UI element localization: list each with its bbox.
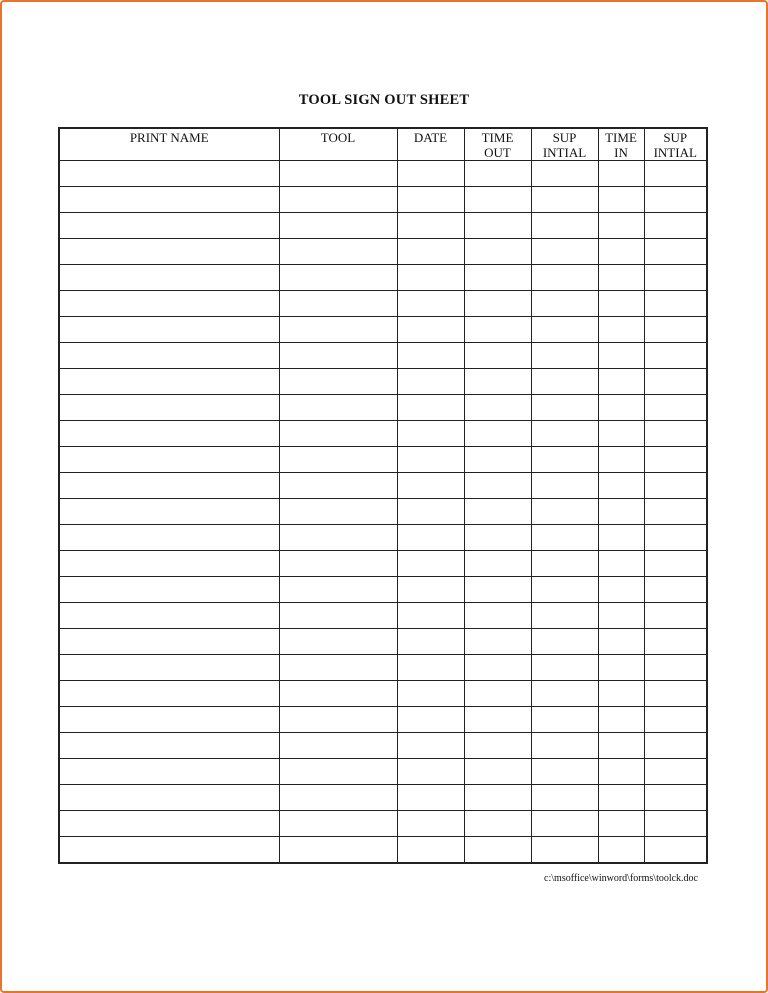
table-cell[interactable] [598,785,644,811]
table-cell[interactable] [598,707,644,733]
table-cell[interactable] [531,265,598,291]
table-cell[interactable] [531,343,598,369]
document-title: TOOL SIGN OUT SHEET [298,92,470,108]
table-cell[interactable] [531,447,598,473]
table-cell[interactable] [598,395,644,421]
table-row [59,369,707,395]
column-header-time-in: TIME IN [598,128,644,161]
table-cell[interactable] [397,213,464,239]
table-cell[interactable] [644,603,707,629]
table-cell[interactable] [464,655,531,681]
table-cell[interactable] [279,811,397,837]
table-cell[interactable] [644,759,707,785]
table-cell[interactable] [59,785,279,811]
table-cell[interactable] [279,187,397,213]
table-cell[interactable] [397,421,464,447]
table-cell[interactable] [531,733,598,759]
column-header-date: DATE [397,128,464,161]
table-cell[interactable] [531,551,598,577]
table-cell[interactable] [59,213,279,239]
table-cell[interactable] [279,603,397,629]
sign-out-table [58,127,708,864]
table-row [59,551,707,577]
table-cell[interactable] [644,707,707,733]
table-cell[interactable] [598,473,644,499]
table-cell[interactable] [59,629,279,655]
table-header-row [59,128,707,161]
table-cell[interactable] [464,733,531,759]
table-cell[interactable] [397,343,464,369]
table-cell[interactable] [644,577,707,603]
table-cell[interactable] [531,811,598,837]
table-cell[interactable] [464,707,531,733]
table-cell[interactable] [59,395,279,421]
table-cell[interactable] [531,213,598,239]
table-cell[interactable] [598,811,644,837]
column-header-tool: TOOL [279,128,397,161]
table-cell[interactable] [644,161,707,187]
table-cell[interactable] [598,603,644,629]
table-cell[interactable] [397,473,464,499]
table-cell[interactable] [59,837,279,863]
table-cell[interactable] [598,837,644,863]
table-cell[interactable] [531,759,598,785]
table-cell[interactable] [531,369,598,395]
table-cell[interactable] [644,395,707,421]
table-cell[interactable] [464,395,531,421]
table-row [59,473,707,499]
table-cell[interactable] [279,785,397,811]
table-cell[interactable] [644,655,707,681]
table-cell[interactable] [644,291,707,317]
table-cell[interactable] [531,317,598,343]
table-cell[interactable] [464,239,531,265]
table-cell[interactable] [464,551,531,577]
table-cell[interactable] [59,577,279,603]
table-row [59,837,707,863]
table-row [59,525,707,551]
table-row [59,187,707,213]
table-row [59,395,707,421]
table-cell[interactable] [397,395,464,421]
table-row [59,447,707,473]
table-row [59,629,707,655]
table-cell[interactable] [464,265,531,291]
table-cell[interactable] [279,291,397,317]
table-cell[interactable] [464,681,531,707]
table-cell[interactable] [531,681,598,707]
table-cell[interactable] [279,681,397,707]
table-cell[interactable] [464,343,531,369]
table-row [59,161,707,187]
table-cell[interactable] [464,811,531,837]
table-cell[interactable] [59,733,279,759]
table-cell[interactable] [644,317,707,343]
table-cell[interactable] [644,213,707,239]
table-cell[interactable] [59,681,279,707]
table-cell[interactable] [464,161,531,187]
table-cell[interactable] [464,473,531,499]
table-cell[interactable] [279,239,397,265]
table-cell[interactable] [59,421,279,447]
table-cell[interactable] [59,161,279,187]
table-cell[interactable] [598,447,644,473]
table-cell[interactable] [279,629,397,655]
table-row [59,603,707,629]
table-cell[interactable] [598,291,644,317]
table-row [59,733,707,759]
table-cell[interactable] [397,785,464,811]
table-cell[interactable] [598,317,644,343]
table-cell[interactable] [464,369,531,395]
table-cell[interactable] [644,499,707,525]
table-cell[interactable] [598,681,644,707]
table-cell[interactable] [464,759,531,785]
table-row [59,317,707,343]
table-cell[interactable] [531,239,598,265]
table-cell[interactable] [397,681,464,707]
table-cell[interactable] [464,421,531,447]
table-cell[interactable] [279,161,397,187]
table-cell[interactable] [598,369,644,395]
table-cell[interactable] [598,629,644,655]
table-cell[interactable] [59,239,279,265]
table-cell[interactable] [59,369,279,395]
table-cell[interactable] [397,239,464,265]
table-cell[interactable] [598,655,644,681]
table-cell[interactable] [397,655,464,681]
table-cell[interactable] [531,629,598,655]
table-cell[interactable] [59,603,279,629]
table-cell[interactable] [531,499,598,525]
table-cell[interactable] [279,369,397,395]
table-cell[interactable] [644,187,707,213]
table-cell[interactable] [279,733,397,759]
table-cell[interactable] [279,525,397,551]
table-cell[interactable] [531,577,598,603]
table-cell[interactable] [598,161,644,187]
table-cell[interactable] [59,655,279,681]
table-cell[interactable] [644,785,707,811]
table-cell[interactable] [598,343,644,369]
column-header-sup-initial-in: SUP INTIAL [644,128,707,161]
table-row [59,343,707,369]
table-cell[interactable] [59,265,279,291]
table-cell[interactable] [59,811,279,837]
table-cell[interactable] [59,317,279,343]
table-cell[interactable] [279,577,397,603]
table-cell[interactable] [397,499,464,525]
table-cell[interactable] [397,551,464,577]
table-row [59,421,707,447]
table-cell[interactable] [464,317,531,343]
table-cell[interactable] [644,681,707,707]
table-cell[interactable] [464,213,531,239]
table-cell[interactable] [397,811,464,837]
table-cell[interactable] [59,187,279,213]
table-row [59,811,707,837]
table-cell[interactable] [464,187,531,213]
table-cell[interactable] [279,213,397,239]
table-body [59,161,707,863]
table-cell[interactable] [397,603,464,629]
table-cell[interactable] [464,837,531,863]
table-cell[interactable] [279,395,397,421]
table-cell[interactable] [531,395,598,421]
table-cell[interactable] [644,239,707,265]
table-cell[interactable] [644,811,707,837]
table-cell[interactable] [397,291,464,317]
column-header-time-out: TIME OUT [464,128,531,161]
table-cell[interactable] [531,707,598,733]
table-cell[interactable] [397,759,464,785]
table-cell[interactable] [279,473,397,499]
table-row [59,785,707,811]
table-cell[interactable] [397,187,464,213]
table-cell[interactable] [531,161,598,187]
footer-file-path: c:\msoffice\winword\forms\toolck.doc [544,873,698,884]
table-cell[interactable] [59,759,279,785]
table-cell[interactable] [644,343,707,369]
table-cell[interactable] [397,265,464,291]
table-cell[interactable] [464,603,531,629]
table-cell[interactable] [279,421,397,447]
table-cell[interactable] [598,733,644,759]
table-cell[interactable] [531,291,598,317]
table-cell[interactable] [531,473,598,499]
table-cell[interactable] [464,785,531,811]
table-cell[interactable] [598,499,644,525]
table-cell[interactable] [598,239,644,265]
table-row [59,291,707,317]
table-cell[interactable] [397,707,464,733]
table-cell[interactable] [464,525,531,551]
table-cell[interactable] [531,525,598,551]
table-cell[interactable] [279,317,397,343]
table-cell[interactable] [59,447,279,473]
table-cell[interactable] [279,759,397,785]
table-cell[interactable] [279,343,397,369]
table-cell[interactable] [279,499,397,525]
table-row [59,681,707,707]
table-cell[interactable] [464,499,531,525]
table-cell[interactable] [279,655,397,681]
table-cell[interactable] [598,421,644,447]
table-row [59,655,707,681]
table-row [59,499,707,525]
table-cell[interactable] [531,421,598,447]
table-cell[interactable] [59,473,279,499]
table-cell[interactable] [644,525,707,551]
table-cell[interactable] [464,629,531,655]
table-cell[interactable] [59,291,279,317]
table-cell[interactable] [397,837,464,863]
table-cell[interactable] [464,291,531,317]
table-row [59,213,707,239]
table-cell[interactable] [279,551,397,577]
table-cell[interactable] [644,837,707,863]
table-cell[interactable] [397,629,464,655]
table-cell[interactable] [644,421,707,447]
table-cell[interactable] [644,265,707,291]
table-cell[interactable] [59,525,279,551]
table-cell[interactable] [59,707,279,733]
table-cell[interactable] [644,551,707,577]
table-row [59,707,707,733]
table-cell[interactable] [598,577,644,603]
table-cell[interactable] [531,785,598,811]
column-header-print-name: PRINT NAME [59,128,279,161]
table-cell[interactable] [531,837,598,863]
table-cell[interactable] [598,265,644,291]
table-cell[interactable] [59,499,279,525]
table-cell[interactable] [531,187,598,213]
table-cell[interactable] [397,525,464,551]
table-cell[interactable] [279,707,397,733]
table-cell[interactable] [644,369,707,395]
table-cell[interactable] [598,187,644,213]
table-cell[interactable] [531,603,598,629]
table-cell[interactable] [598,525,644,551]
table-row [59,265,707,291]
table-cell[interactable] [397,733,464,759]
table-cell[interactable] [279,837,397,863]
table-row [59,239,707,265]
table-cell[interactable] [644,473,707,499]
table-cell[interactable] [464,447,531,473]
table-row [59,759,707,785]
column-header-sup-initial-out: SUP INTIAL [531,128,598,161]
table-cell[interactable] [397,369,464,395]
table-cell[interactable] [59,343,279,369]
table-cell[interactable] [644,447,707,473]
table-cell[interactable] [397,447,464,473]
table-cell[interactable] [598,551,644,577]
table-cell[interactable] [598,213,644,239]
table-cell[interactable] [279,447,397,473]
table-cell[interactable] [59,551,279,577]
table-row [59,577,707,603]
table-cell[interactable] [644,629,707,655]
table-cell[interactable] [464,577,531,603]
table-cell[interactable] [397,317,464,343]
table-cell[interactable] [644,733,707,759]
table-cell[interactable] [397,161,464,187]
table-cell[interactable] [279,265,397,291]
table-cell[interactable] [531,655,598,681]
table-cell[interactable] [598,759,644,785]
table-cell[interactable] [397,577,464,603]
